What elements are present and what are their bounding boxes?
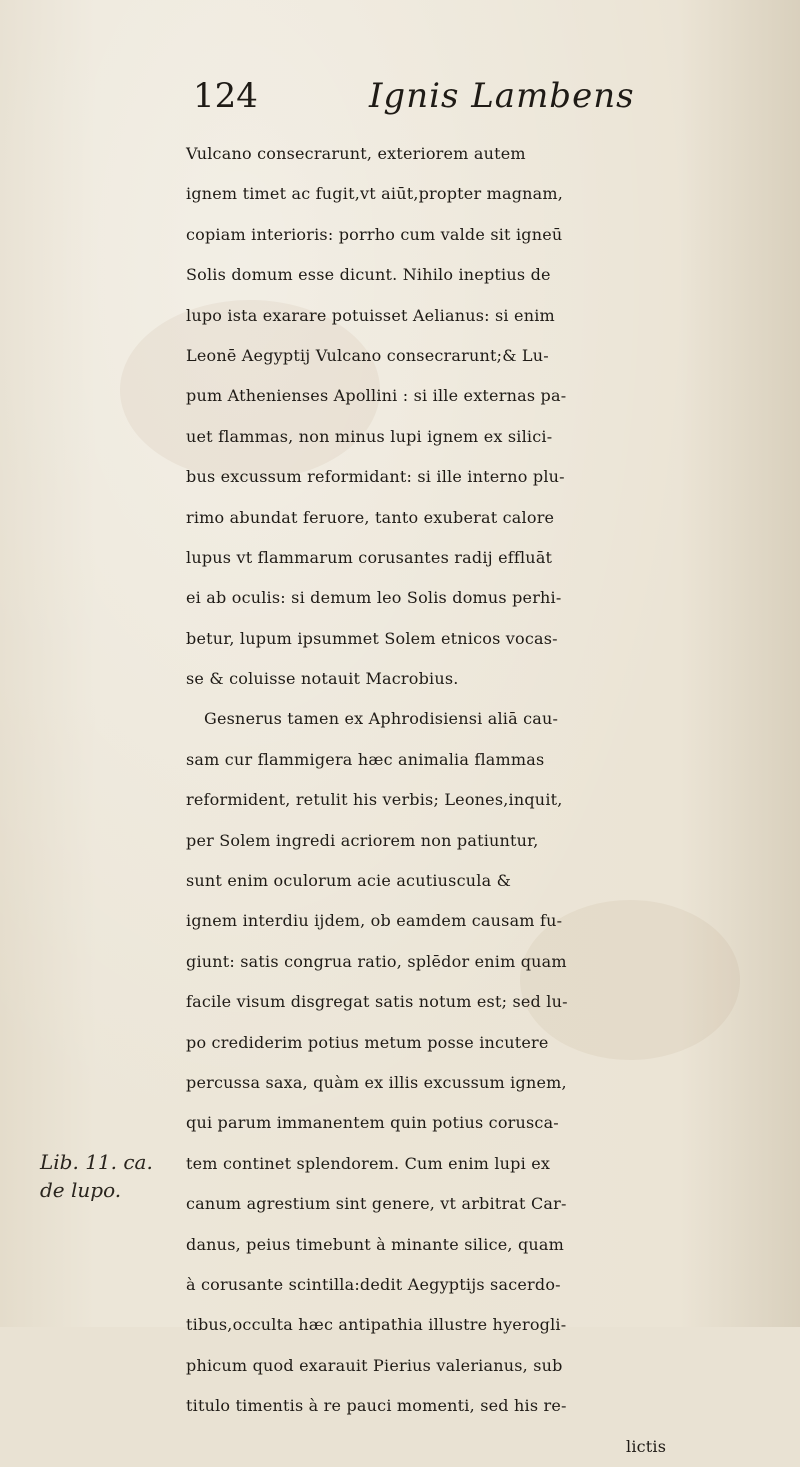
text-line: sunt enim oculorum acie acutiuscula & [186, 871, 512, 891]
text-line: po crediderim potius metum posse incutere [186, 1032, 549, 1052]
text-line: ignem timet ac fugit,vt aiūt,propter magnam, [186, 184, 564, 204]
text-line: uet flammas, non minus lupi ignem ex silici- [186, 426, 553, 446]
text-line: tibus,occulta hæc antipathia illustre hyerogli- [186, 1315, 567, 1335]
text-line: Vulcano consecrarunt, exteriorem autem [186, 144, 526, 163]
text-line: facile visum disgregat satis notum est; sed lu- [186, 992, 568, 1012]
text-line: rimo abundat feruore, tanto exuberat calore [186, 507, 555, 527]
text-line: Gesnerus tamen ex Aphrodisiensi aliā cau- [204, 709, 559, 729]
text-line: se & coluisse notauit Macrobius. [186, 669, 459, 689]
page-header [193, 76, 753, 126]
text-line: Leonē Aegyptij Vulcano consecrarunt;& Lu- [186, 345, 549, 365]
page-number: 124 [193, 76, 258, 116]
body-text [186, 134, 796, 1467]
text-line: canum agrestium sint genere, vt arbitrat Car- [186, 1194, 567, 1214]
running-title: Ignis Lambens [369, 76, 635, 116]
catchword: lictis [626, 1436, 667, 1456]
text-line: lupus vt flammarum corusantes radij effluāt [186, 547, 553, 567]
text-line: percussa saxa, quàm ex illis excussum ignem, [186, 1072, 567, 1092]
text-line: phicum quod exarauit Pierius valerianus, sub [186, 1355, 563, 1375]
marginal-note-line: de lupo. [40, 1178, 122, 1202]
text-line: qui parum immanentem quin potius corusca- [186, 1113, 559, 1133]
text-line: titulo timentis à re pauci momenti, sed his re- [186, 1396, 567, 1416]
text-line: bus excussum reformidant: si ille interno plu- [186, 467, 565, 487]
text-line: copiam interioris: porrho cum valde sit igneū [186, 224, 563, 244]
text-line: per Solem ingredi acriorem non patiuntur, [186, 830, 539, 850]
text-line: danus, peius timebunt à minante silice, quam [186, 1234, 565, 1254]
text-line: betur, lupum ipsummet Solem etnicos vocas- [186, 628, 558, 648]
marginal-note [40, 1148, 180, 1204]
text-line: sam cur flammigera hæc animalia flammas [186, 749, 545, 769]
marginal-note-line: Lib. 11. ca. [40, 1150, 153, 1174]
text-line: ei ab oculis: si demum leo Solis domus perhi- [186, 588, 562, 608]
text-line: pum Athenienses Apollini : si ille externas pa- [186, 386, 567, 406]
text-line: tem continet splendorem. Cum enim lupi ex [186, 1153, 551, 1173]
text-line: ignem interdiu ijdem, ob eamdem causam fu- [186, 911, 563, 931]
text-line: à corusante scintilla:dedit Aegyptijs sacerdo- [186, 1274, 561, 1294]
text-line: Solis domum esse dicunt. Nihilo ineptius de [186, 265, 551, 285]
text-line: lupo ista exarare potuisset Aelianus: si enim [186, 305, 555, 325]
text-line: reformident, retulit his verbis; Leones,inquit, [186, 790, 563, 810]
text-line: giunt: satis congrua ratio, splēdor enim quam [186, 951, 567, 971]
